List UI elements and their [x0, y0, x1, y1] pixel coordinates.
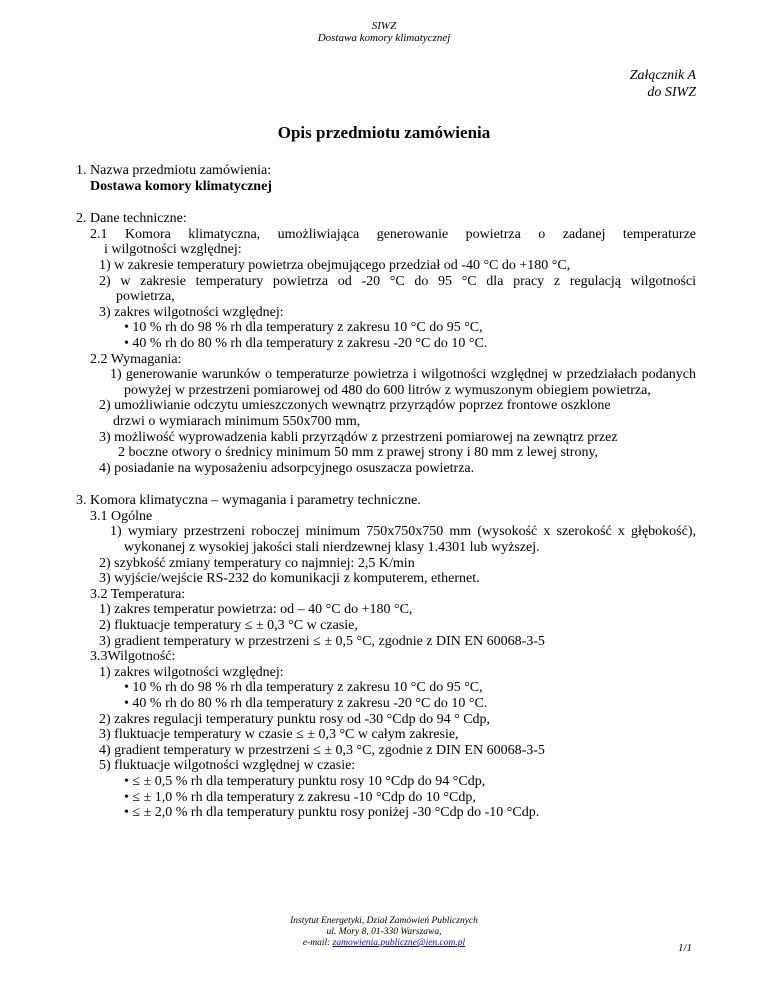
footer-email-link[interactable]: zamowienia.publiczne@ien.com.pl [332, 938, 466, 948]
list-item: 4) gradient temperatury w przestrzeni ≤ ± 0,3 °C, zgodnie z DIN EN 60068-3-5 [99, 742, 545, 758]
list-item-cont: powietrza, [116, 289, 175, 305]
page-number: 1/1 [677, 942, 692, 954]
attachment-label [630, 67, 696, 101]
bullet-item: • 10 % rh do 98 % rh dla temperatury z zakresu 10 °C do 95 °C, [124, 680, 483, 696]
header-line-1: SIWZ [371, 20, 397, 32]
section-3-3: 3.3Wilgotność: [90, 649, 176, 665]
attachment-line-1: Załącznik A [629, 68, 696, 83]
list-item: 2) szybkość zmiany temperatury co najmniej: 2,5 K/min [99, 555, 415, 571]
bullet-item: • ≤ ± 0,5 % rh dla temperatury punktu rosy 10 °Cdp do 94 °Cdp, [124, 773, 486, 789]
section-2-heading: 2. Dane techniczne: [76, 211, 187, 227]
list-item: 3) gradient temperatury w przestrzeni ≤ ± 0,5 °C, zgodnie z DIN EN 60068-3-5 [99, 633, 545, 649]
bullet-item: • ≤ ± 1,0 % rh dla temperatury z zakresu -10 °Cdp do 10 °Cdp, [124, 789, 476, 805]
section-3-2: 3.2 Temperatura: [90, 586, 186, 602]
bullet-item: • ≤ ± 2,0 % rh dla temperatury punktu rosy poniżej -30 °Cdp do -10 °Cdp. [124, 805, 540, 821]
header-line-2: Dostawa komory klimatycznej [317, 32, 451, 44]
list-item: 1) w zakresie temperatury powietrza obejmującego przedział od -40 °C do +180 °C, [99, 257, 571, 273]
footer-line-2: ul. Mory 8, 01-330 Warszawa, [326, 927, 442, 937]
document-header [0, 20, 768, 44]
section-2-1-cont: i wilgotności względnej: [104, 242, 242, 258]
page-title: Opis przedmiotu zamówienia [277, 123, 491, 142]
list-item: 4) posiadanie na wyposażeniu adsorpcyjnego osuszacza powietrza. [99, 460, 475, 476]
footer-email-line [0, 938, 768, 949]
section-2-2: 2.2 Wymagania: [90, 351, 182, 367]
list-item: 2) fluktuacje temperatury ≤ ± 0,3 °C w czasie, [99, 618, 358, 634]
footer-line-1: Instytut Energetyki, Dział Zamówień Publicznych [290, 916, 478, 926]
footer-email-label: e-mail: [302, 938, 333, 948]
section-3-1: 3.1 Ogólne [90, 508, 153, 524]
list-item: 3) wyjście/wejście RS-232 do komunikacji z komputerem, ethernet. [99, 571, 480, 587]
section-1-heading: 1. Nazwa przedmiotu zamówienia: [76, 163, 272, 178]
list-item: 2) umożliwianie odczytu umieszczonych wewnątrz przyrządów poprzez frontowe oszklone [99, 398, 611, 414]
attachment-line-2: do SIWZ [647, 85, 696, 100]
section-3-heading: 3. Komora klimatyczna – wymagania i parametry techniczne. [76, 493, 421, 509]
bullet-item: • 40 % rh do 80 % rh dla temperatury z zakresu -20 °C do 10 °C. [124, 696, 488, 711]
bullet-item: • 10 % rh do 98 % rh dla temperatury z zakresu 10 °C do 95 °C, [124, 320, 483, 336]
list-item: 3) fluktuacje temperatury w czasie ≤ ± 0,3 °C w całym zakresie, [99, 727, 459, 743]
list-item-cont: drzwi o wymiarach minimum 550x700 mm, [113, 413, 361, 429]
list-item: 1) zakres wilgotności względnej: [99, 664, 284, 680]
section-2-1: 2.1 Komora klimatyczna, umożliwiająca generowanie powietrza o zadanej temperaturze [90, 226, 696, 242]
list-item: 3) zakres wilgotności względnej: [99, 304, 284, 320]
list-item: 2) zakres regulacji temperatury punktu rosy od -30 °Cdp do 94 ° Cdp, [99, 711, 491, 727]
list-item: 1) zakres temperatur powietrza: od – 40 °C do +180 °C, [99, 602, 413, 618]
list-item: 2) w zakresie temperatury powietrza od -20 °C do 95 °C dla pracy z regulacją wilgotności [99, 273, 696, 289]
list-item-cont: 2 boczne otwory o średnicy minimum 50 mm z prawej strony i 80 mm z lewej strony, [118, 445, 599, 461]
order-name: Dostawa komory klimatycznej [90, 178, 272, 194]
document-footer [0, 916, 768, 949]
list-item: 1) wymiary przestrzeni roboczej minimum 750x750x750 mm (wysokość x szerokość x głębokość), wykonanej z wysokiej jakości stali nierdzewnej klasy 1.4301 lub wyższej. [110, 524, 696, 556]
document-body [76, 163, 696, 821]
list-item: 5) fluktuacje wilgotności względnej w czasie: [99, 758, 356, 774]
list-item: 3) możliwość wyprowadzenia kabli przyrządów z przestrzeni pomiarowej na zewnątrz przez [99, 429, 618, 445]
bullet-item: • 40 % rh do 80 % rh dla temperatury z zakresu -20 °C do 10 °C. [124, 335, 488, 351]
list-item: 1) generowanie warunków o temperaturze powietrza i wilgotności względnej w przedziałach podanych powyżej w przestrzeni pomiarowej od 480 do 600 litrów z wymuszonym obiegiem powietrza, [110, 367, 696, 398]
